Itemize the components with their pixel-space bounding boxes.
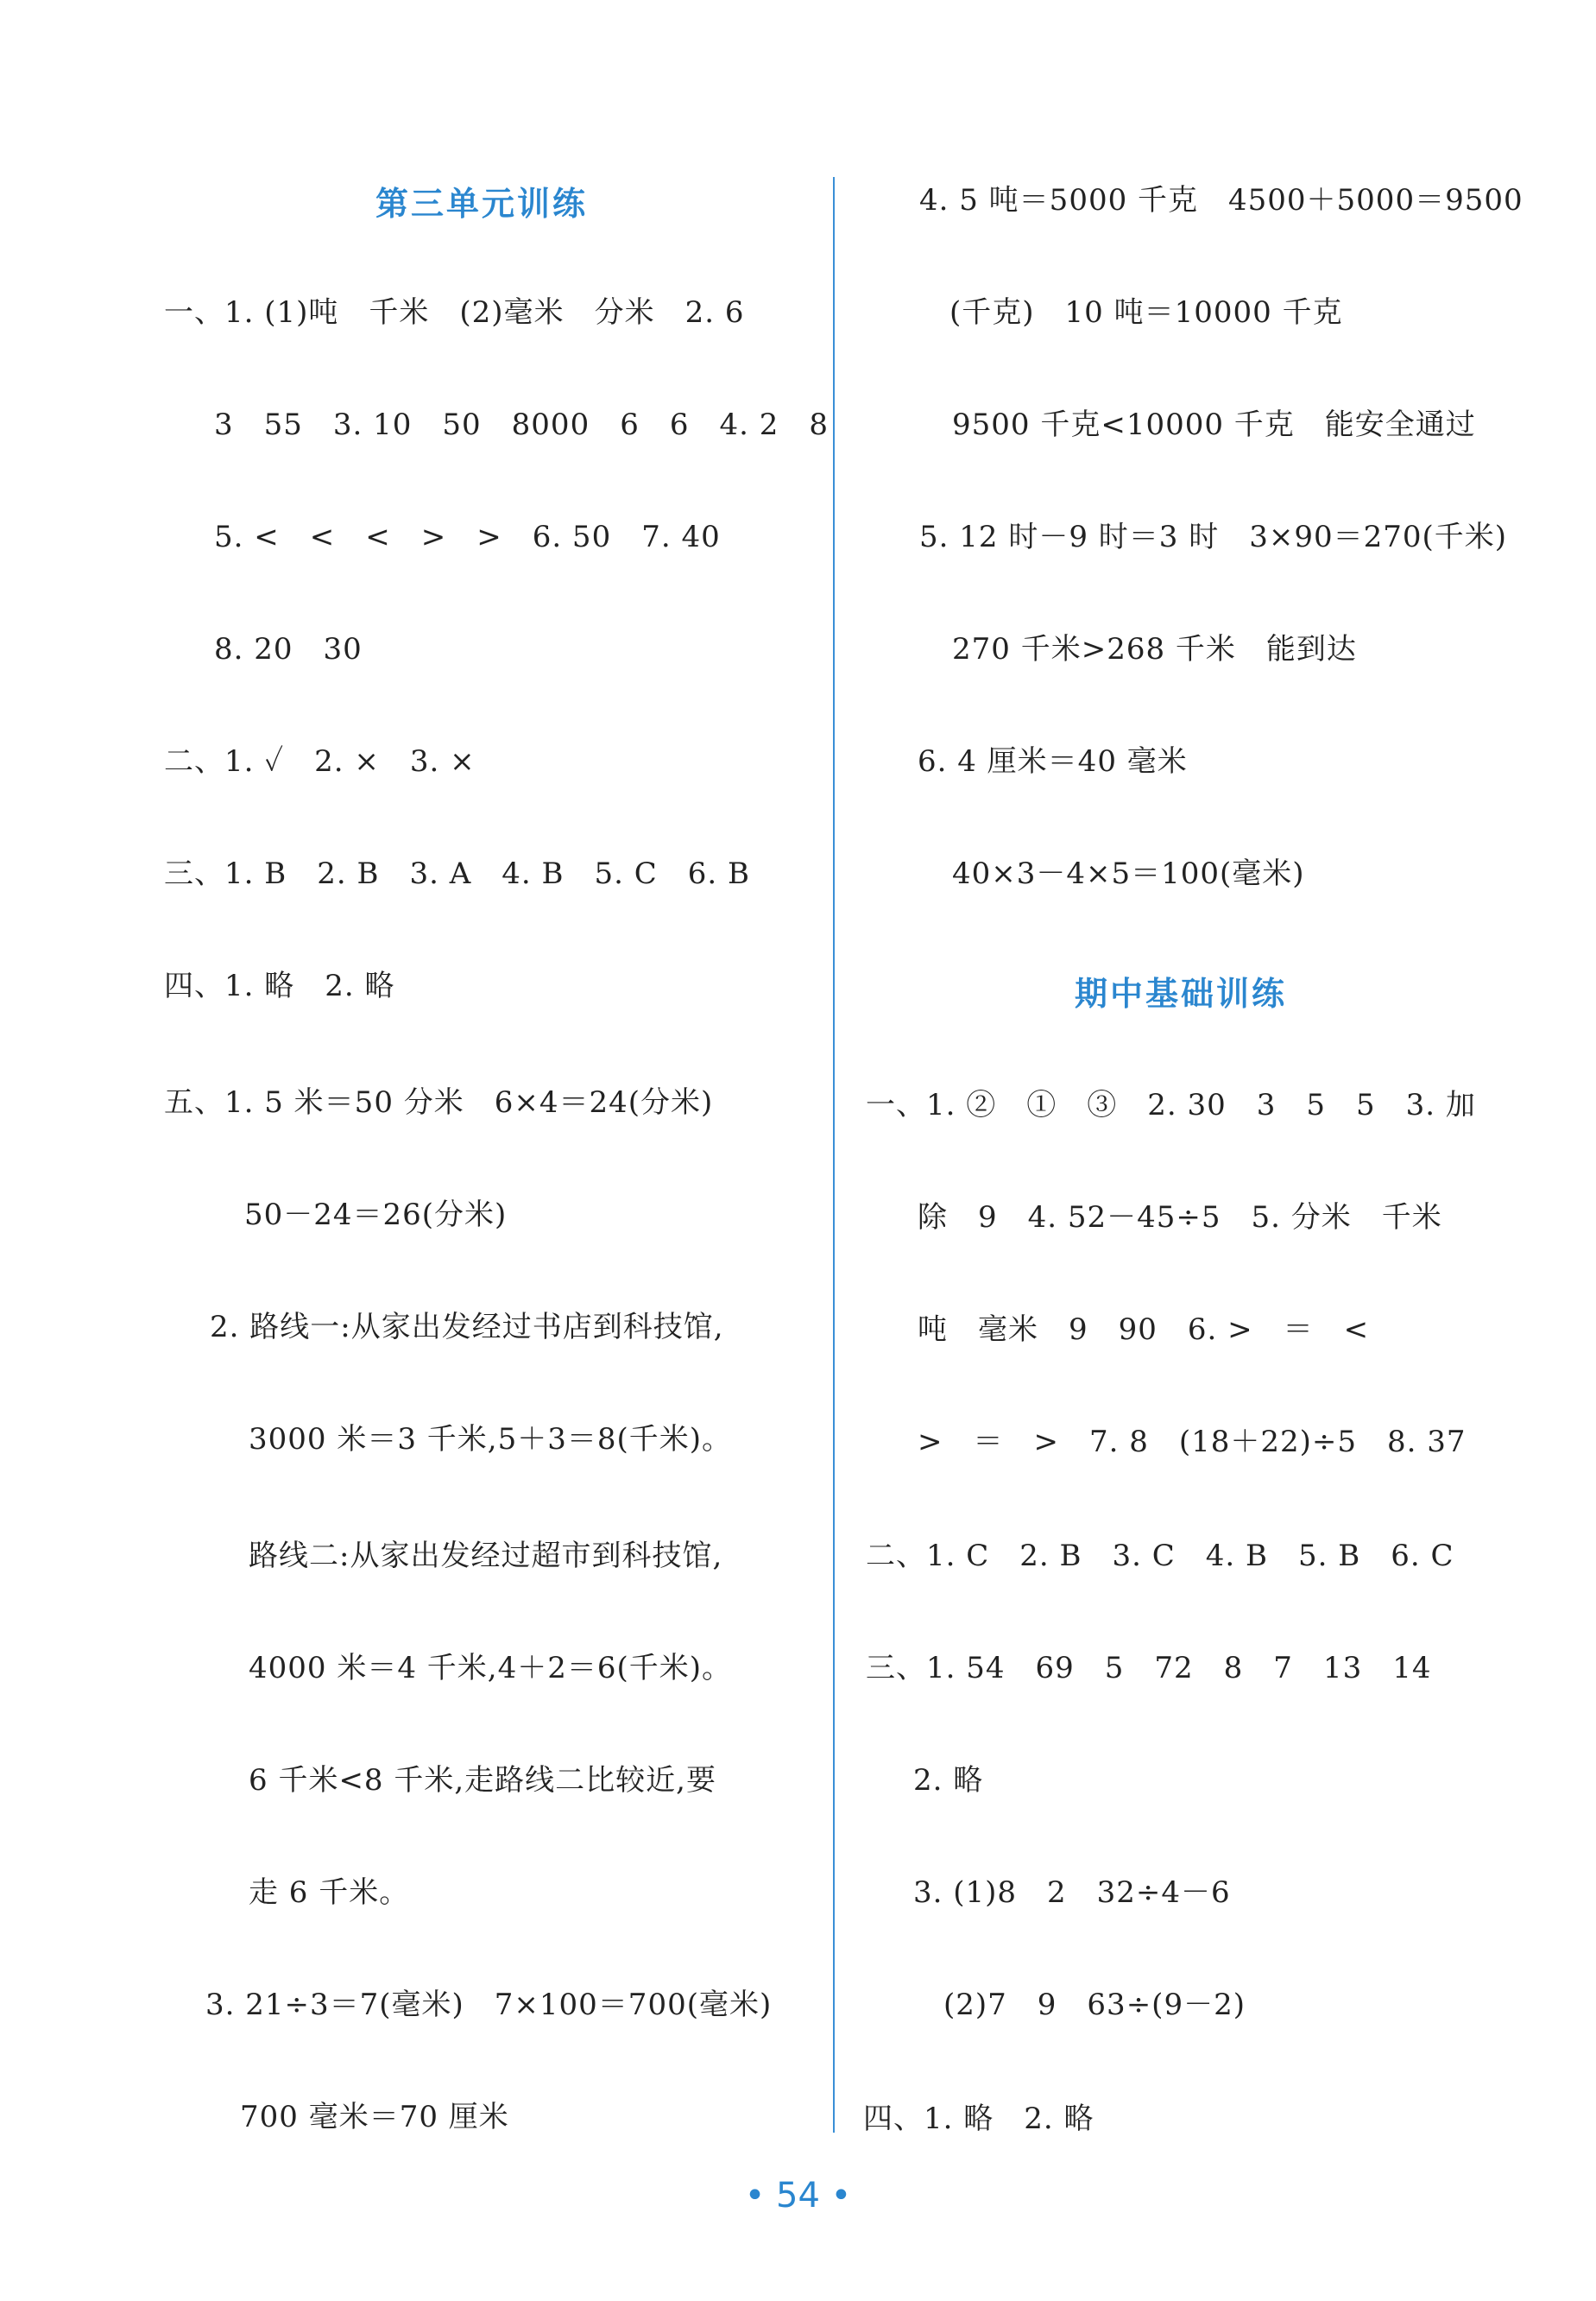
left-line: 走 6 千米。 bbox=[249, 1875, 410, 1910]
left-line: 2. 路线一:从家出发经过书店到科技馆, bbox=[210, 1310, 724, 1344]
right-line: 9500 千克<10000 千克 能安全通过 bbox=[952, 408, 1476, 442]
left-line: 4000 米＝4 千米,4＋2＝6(千米)。 bbox=[249, 1651, 733, 1685]
left-line: 6 千米<8 千米,走路线二比较近,要 bbox=[249, 1763, 716, 1798]
right-section-title: 期中基础训练 bbox=[1075, 975, 1288, 1013]
left-line: 五、1. 5 米＝50 分米 6×4＝24(分米) bbox=[164, 1085, 714, 1120]
page-number: • 54 • bbox=[744, 2176, 852, 2216]
right-line: (千克) 10 吨＝10000 千克 bbox=[949, 295, 1343, 330]
column-divider bbox=[833, 177, 835, 2133]
right-line: 一、1. ② ① ③ 2. 30 3 5 5 3. 加 bbox=[866, 1088, 1476, 1122]
left-line: 四、1. 略 2. 略 bbox=[164, 969, 395, 1003]
left-line: 3000 米＝3 千米,5＋3＝8(千米)。 bbox=[249, 1422, 733, 1457]
left-line: 700 毫米＝70 厘米 bbox=[240, 2100, 509, 2134]
left-line: 5. < < < > > 6. 50 7. 40 bbox=[214, 520, 721, 554]
right-line: 2. 略 bbox=[913, 1763, 984, 1798]
left-section-title: 第三单元训练 bbox=[375, 185, 589, 223]
left-line: 50－24＝26(分米) bbox=[244, 1198, 508, 1232]
right-line: 三、1. 54 69 5 72 8 7 13 14 bbox=[866, 1651, 1432, 1685]
left-line: 一、1. (1)吨 千米 (2)毫米 分米 2. 6 bbox=[164, 295, 745, 330]
right-line: (2)7 9 63÷(9－2) bbox=[943, 1988, 1246, 2022]
left-line: 路线二:从家出发经过超市到科技馆, bbox=[249, 1539, 723, 1573]
left-line: 8. 20 30 bbox=[214, 632, 363, 667]
right-line: 除 9 4. 52－45÷5 5. 分米 千米 bbox=[918, 1200, 1442, 1235]
right-line: 二、1. C 2. B 3. C 4. B 5. B 6. C bbox=[866, 1539, 1454, 1573]
right-line: 5. 12 时－9 时＝3 时 3×90＝270(千米) bbox=[919, 520, 1508, 554]
right-line: 四、1. 略 2. 略 bbox=[863, 2102, 1094, 2136]
right-line: 270 千米>268 千米 能到达 bbox=[952, 632, 1357, 667]
right-line: 吨 毫米 9 90 6. > ＝ < bbox=[918, 1312, 1370, 1347]
right-line: 40×3－4×5＝100(毫米) bbox=[952, 857, 1305, 891]
right-line: > ＝ > 7. 8 (18＋22)÷5 8. 37 bbox=[918, 1425, 1467, 1459]
left-line: 二、1. ✓ 2. × 3. × bbox=[164, 744, 476, 779]
left-line: 三、1. B 2. B 3. A 4. B 5. C 6. B bbox=[164, 857, 750, 891]
left-line: 3. 21÷3＝7(毫米) 7×100＝700(毫米) bbox=[205, 1988, 773, 2022]
right-line: 4. 5 吨＝5000 千克 4500＋5000＝9500 bbox=[919, 183, 1523, 218]
left-line: 3 55 3. 10 50 8000 6 6 4. 2 8 bbox=[214, 408, 829, 442]
right-line: 6. 4 厘米＝40 毫米 bbox=[918, 744, 1188, 779]
right-line: 3. (1)8 2 32÷4－6 bbox=[913, 1875, 1231, 1910]
